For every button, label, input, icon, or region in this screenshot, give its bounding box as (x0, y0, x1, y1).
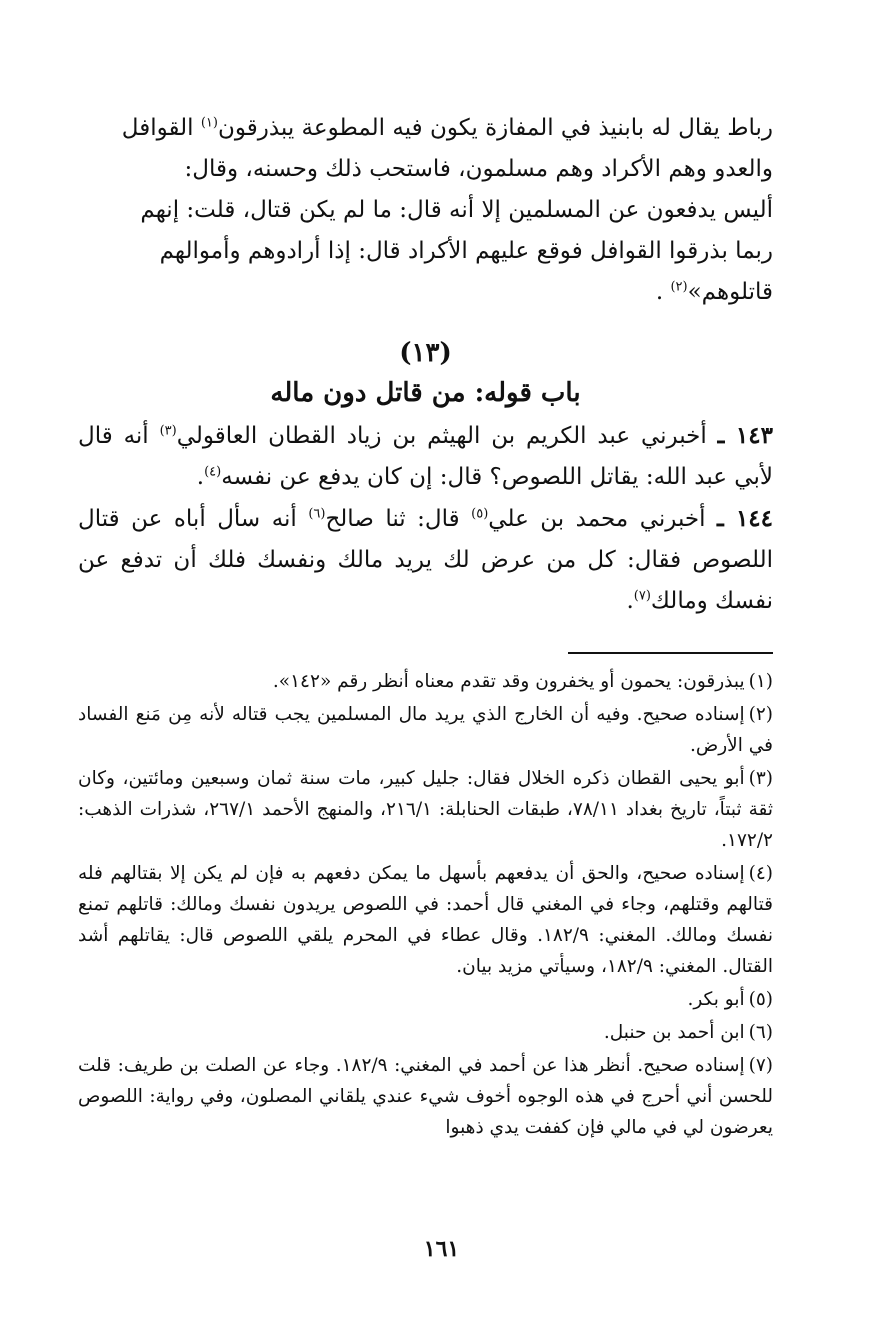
narration-text: . (196, 464, 205, 490)
footnote-ref-3[interactable]: (٣) (159, 423, 177, 439)
footnote-text: إسناده صحيح، والحق أن يدفعهم بأسهل ما يمكن دفعهم به فإن لم يكن إلا بقتالهم فله قتالهم وقتلهم، وجاء في المغني قال أحمد: في اللصوص يريدون نفسك ومالك: قاتلهم تمنع نفسك ومالك. المغني: ١٨٢/٩. وقال عطاء في المحرم يلقي اللصوص قال: يقاتلهم أشد القتال. المغني: ١٨٢/٩، وسيأتي مزيد بيان. (78, 863, 773, 977)
chapter-title: باب قوله: من قاتل دون ماله (270, 378, 581, 408)
footnote-6 (78, 1017, 773, 1048)
footnotes-section (78, 666, 773, 1143)
narration-number: ١٤٣ ـ (717, 422, 773, 449)
footnote-7 (78, 1050, 773, 1143)
intro-line: والعدو وهم الأكراد وهم مسلمون، فاستحب ذلك وحسنه، وقال: (184, 156, 773, 182)
intro-line-text: قاتلوهم» (687, 279, 773, 305)
intro-line-text: . (655, 279, 671, 305)
footnote-separator (568, 652, 773, 654)
footnote-number: (٥) (748, 989, 773, 1010)
intro-line: أليس يدفعون عن المسلمين إلا أنه قال: ما لم يكن قتال، قلت: إنهم (140, 197, 773, 223)
narration-text: . (626, 588, 634, 614)
footnote-text: أبو يحيى القطان ذكره الخلال فقال: جليل كبير، مات سنة ثمان وسبعين ومائتين، وكان ثقة ثبتاً، تاريخ بغداد ٧٨/١١، طبقات الحنابلة: ٢١٦/١، والمنهج الأحمد ٢٦٧/١، شذرات الذهب: ١٧٢/٢. (78, 768, 774, 851)
footnote-1 (78, 666, 773, 697)
footnote-3 (78, 763, 773, 856)
footnote-ref-2[interactable]: (٢) (670, 279, 688, 295)
footnote-4 (78, 858, 773, 982)
footnote-ref-4[interactable]: (٤) (204, 464, 222, 480)
footnote-number: (٢) (748, 704, 773, 725)
footnote-text: ابن أحمد بن حنبل. (603, 1022, 745, 1043)
narration-text: أخبرني محمد بن علي (488, 506, 718, 532)
footnote-ref-1[interactable]: (١) (200, 115, 218, 131)
footnote-5 (78, 984, 773, 1015)
narration-text: أنه قال لأبي عبد الله: يقاتل اللصوص؟ قال: إن كان يدفع عن نفسه (78, 423, 773, 490)
page-number: ١٦١ (423, 1236, 460, 1262)
footnote-number: (٧) (748, 1055, 773, 1076)
intro-line (78, 272, 773, 313)
narration-number: ١٤٤ ـ (717, 505, 774, 532)
footnote-number: (١) (748, 671, 773, 692)
footnote-number: (٣) (748, 768, 773, 789)
narration-text: أنه سأل أباه عن قتال اللصوص فقال: كل من عرض لك يريد مالك ونفسك فلك أن تدفع عن نفسك ومالك (78, 506, 773, 614)
narration-144 (78, 498, 773, 622)
narration-text: قال: ثنا صالح (325, 506, 472, 532)
footnote-text: إسناده صحيح. وفيه أن الخارج الذي يريد مال المسلمين يجب قتاله لأنه مِن مَنع الفساد في الأرض. (78, 704, 773, 756)
narration-text: أخبرني عبد الكريم بن الهيثم بن زياد القطان العاقولي (176, 423, 718, 449)
footnote-text: يبذرقون: يحمون أو يخفرون وقد تقدم معناه أنظر رقم «١٤٢». (272, 671, 745, 692)
intro-line (78, 108, 773, 149)
footnote-ref-6[interactable]: (٦) (308, 506, 326, 522)
footnote-number: (٦) (748, 1022, 773, 1043)
footnote-text: إسناده صحيح. أنظر هذا عن أحمد في المغني: ١٨٢/٩. وجاء عن الصلت بن طريف: قلت للحسن أني أحرج في هذه الوجوه أخوف شيء عندي يلقاني المصلون، وفي رواية: اللصوص يعرضون لي في مالي فإن كففت يدي ذهبوا (78, 1055, 773, 1138)
book-page (78, 108, 773, 1145)
footnote-text: أبو بكر. (687, 989, 745, 1010)
chapter-number: (١٣) (399, 338, 452, 368)
footnote-number: (٤) (748, 863, 773, 884)
footnote-ref-7[interactable]: (٧) (633, 588, 651, 604)
narration-143 (78, 415, 773, 498)
intro-paragraph (78, 108, 773, 313)
footnote-ref-5[interactable]: (٥) (471, 506, 489, 522)
intro-line-text: رباط يقال له بابنيذ في المفازة يكون فيه المطوعة يبذرقون (217, 115, 773, 141)
intro-line-text: القوافل (121, 115, 201, 141)
footnote-2 (78, 699, 773, 761)
intro-line: ربما بذرقوا القوافل فوقع عليهم الأكراد قال: إذا أرادوهم وأموالهم (159, 238, 773, 264)
